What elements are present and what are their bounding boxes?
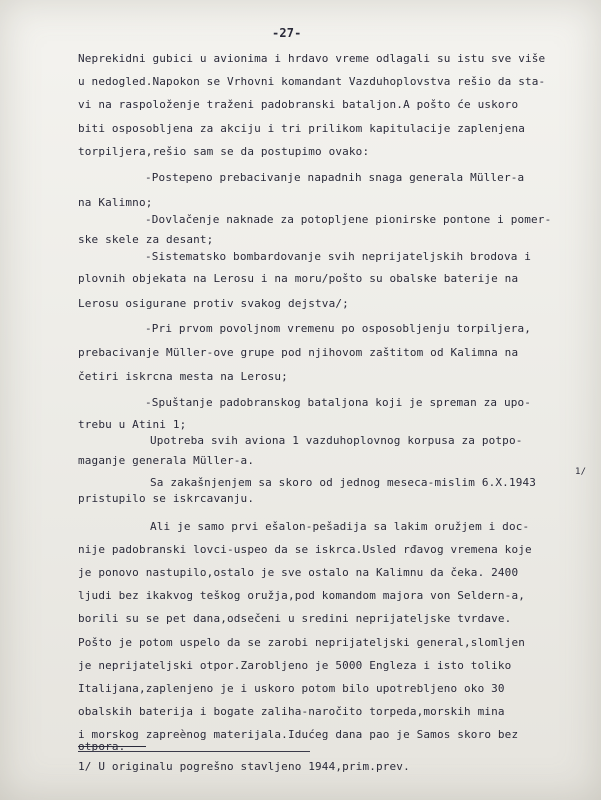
text-line: biti osposobljena za akciju i tri prilikom kapitulacije zaplenjena <box>78 122 525 135</box>
text-line: pristupilo se iskrcavanju. <box>78 492 255 505</box>
underline <box>78 746 146 747</box>
text-line: plovnih objekata na Lerosu i na moru/pošto su obalske baterije na <box>78 272 519 285</box>
text-line: ljudi bez ikakvog teškog oružja,pod komandom majora von Seldern-a, <box>78 589 525 602</box>
footnote: 1/ U originalu pogrešno stavljeno 1944,prim.prev. <box>78 760 410 773</box>
text-line: trebu u Atini 1; <box>78 418 187 431</box>
text-line: Lerosu osigurane protiv svakog dejstva/; <box>78 297 349 310</box>
text-line: i morskog zapreènog materijala.Idućeg dana pao je Samos skoro bez <box>78 728 519 741</box>
page-number: -27- <box>272 26 302 40</box>
text-line: Neprekidni gubici u avionima i hrdavo vreme odlagali su istu sve više <box>78 52 546 65</box>
text-line: Sa zakašnjenjem sa skoro od jednog meseca-mislim 6.X.1943 <box>150 476 537 489</box>
text-line: Italijana,zaplenjeno je i uskoro potom bilo upotrebljeno oko 30 <box>78 682 505 695</box>
footnote-rule <box>78 751 310 752</box>
text-line: -Pri prvom povoljnom vremenu po osposobljenju torpiljera, <box>145 322 532 335</box>
text-line: -Spuštanje padobranskog bataljona koji je spreman za upo- <box>145 396 532 409</box>
text-line: borili su se pet dana,odsečeni u sredini neprijateljske tvrdave. <box>78 612 512 625</box>
text-line: na Kalimno; <box>78 196 153 209</box>
text-line: obalskih baterija i bogate zaliha-naročito torpeda,morskih mina <box>78 705 505 718</box>
text-line: Pošto je potom uspelo da se zarobi neprijateljski general,slomljen <box>78 636 525 649</box>
text-line: je neprijateljski otpor.Zarobljeno je 5000 Engleza i isto toliko <box>78 659 512 672</box>
text-line: otpora. <box>78 740 126 753</box>
text-line: vi na raspoloženje traženi padobranski bataljon.A pošto će uskoro <box>78 98 519 111</box>
text-line: četiri iskrcna mesta na Lerosu; <box>78 370 288 383</box>
text-line: -Postepeno prebacivanje napadnih snaga generala Müller-a <box>145 171 525 184</box>
text-line: -Sistematsko bombardovanje svih neprijateljskih brodova i <box>145 250 532 263</box>
text-line: nije padobranski lovci-uspeo da se iskrca.Usled rđavog vremena koje <box>78 543 532 556</box>
footnote-reference: 1/ <box>575 467 587 477</box>
text-line: Upotreba svih aviona 1 vazduhoplovnog korpusa za potpo- <box>150 434 523 447</box>
text-line: maganje generala Müller-a. <box>78 454 255 467</box>
text-line: Ali je samo prvi ešalon-pešadija sa lakim oružjem i doc- <box>150 520 530 533</box>
text-line: ske skele za desant; <box>78 233 214 246</box>
text-line: u nedogled.Napokon se Vrhovni komandant Vazduhoplovstva rešio da sta- <box>78 75 546 88</box>
text-line: torpiljera,rešio sam se da postupimo ovako: <box>78 145 370 158</box>
text-line: -Dovlačenje naknade za potopljene pionirske pontone i pomer- <box>145 213 552 226</box>
text-line: je ponovo nastupilo,ostalo je sve ostalo na Kalimnu da čeka. 2400 <box>78 566 519 579</box>
text-line: prebacivanje Müller-ove grupe pod njihovom zaštitom od Kalimna na <box>78 346 519 359</box>
